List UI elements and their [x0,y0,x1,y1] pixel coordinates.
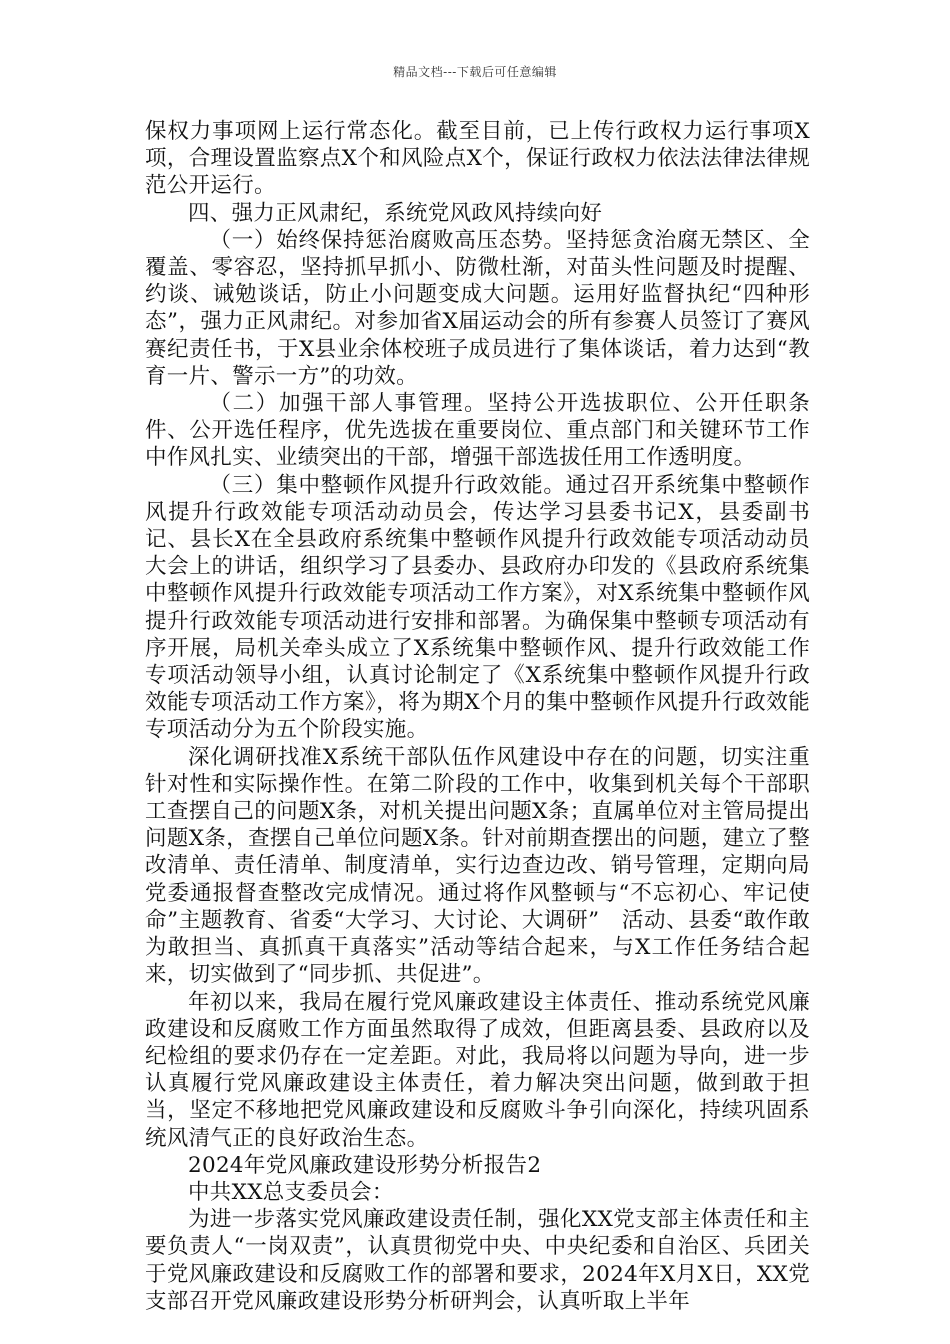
section-heading-4: 四、强力正风肃纪，系统党风政风持续向好 [188,200,603,226]
paragraph-section-4-2: （二）加强干部人事管理。坚持公开选拔职位、公开任职条件、公开选任程序，优先选拔在重要岗位、重点部门和关键环节工作中作风扎实、业绩突出的干部，增强干部选拔任用工作透明度。 [145,391,810,471]
paragraph-summary: 年初以来，我局在履行党风廉政建设主体责任、推动系统党风廉政建设和反腐败工作方面虽然取得了成效，但距离县委、县政府以及纪检组的要求仍存在一定差距。对此，我局将以问题为导向，进一步认真履行党风廉政建设主体责任，着力解决突出问题，做到敢于担当，坚定不移地把党风廉政建设和反腐败斗争引向深化，持续巩固系统风清气正的良好政治生态。 [145,989,810,1151]
document-body [145,118,810,1315]
paragraph-section-4-1: （一）始终保持惩治腐败高压态势。坚持惩贪治腐无禁区、全覆盖、零容忍，坚持抓早抓小、防微杜渐，对苗头性问题及时提醒、约谈、诫勉谈话，防止小问题变成大问题。运用好监督执纪“四种形态”，强力正风肃纪。对参加省X届运动会的所有参赛人员签订了赛风赛纪责任书，于X县业余体校班子成员进行了集体谈话，着力达到“教育一片、警示一方”的功效。 [145,227,810,389]
report-2-salutation: 中共XX总支委员会： [188,1179,394,1205]
report-2-paragraph-1: 为进一步落实党风廉政建设责任制，强化XX党支部主体责任和主要负责人“一岗双责”，认真贯彻党中央、中央纪委和自治区、兵团关于党风廉政建设和反腐败工作的部署和要求，2024年X月X日，XX党支部召开党风廉政建设形势分析研判会，认真听取上半年 [145,1207,810,1314]
paragraph-section-4-3: （三）集中整顿作风提升行政效能。通过召开系统集中整顿作风提升行政效能专项活动动员会，传达学习县委书记X，县委副书记、县长X在全县政府系统集中整顿作风提升行政效能专项活动动员大会上的讲话，组织学习了县委办、县政府办印发的《县政府系统集中整顿作风提升行政效能专项活动工作方案》，对X系统集中整顿作风提升行政效能专项活动进行安排和部署。为确保集中整顿专项活动有序开展，局机关牵头成立了X系统集中整顿作风、提升行政效能工作专项活动领导小组，认真讨论制定了《X系统集中整顿作风提升行政效能专项活动工作方案》，将为期X个月的集中整顿作风提升行政效能专项活动分为五个阶段实施。 [145,472,810,743]
page-header: 精品文档---下载后可任意编辑 [393,65,557,79]
paragraph-research: 深化调研找准X系统干部队伍作风建设中存在的问题，切实注重针对性和实际操作性。在第二阶段的工作中，收集到机关每个干部职工查摆自己的问题X条，对机关提出问题X条；直属单位对主管局提出问题X条，查摆自己单位问题X条。针对前期查摆出的问题，建立了整改清单、责任清单、制度清单，实行边查边改、销号管理，定期向局党委通报督查整改完成情况。通过将作风整顿与“不忘初心、牢记使命”主题教育、省委“大学习、大讨论、大调研” 活动、县委“敢作敢为敢担当、真抓真干真落实”活动等结合起来，与X工作任务结合起来，切实做到了“同步抓、共促进”。 [145,744,810,988]
report-2-title: 2024年党风廉政建设形势分析报告2 [188,1152,542,1178]
paragraph-1: 保权力事项网上运行常态化。截至目前，已上传行政权力运行事项X项，合理设置监察点X个和风险点X个，保证行政权力依法法律法律规范公开运行。 [145,119,810,199]
